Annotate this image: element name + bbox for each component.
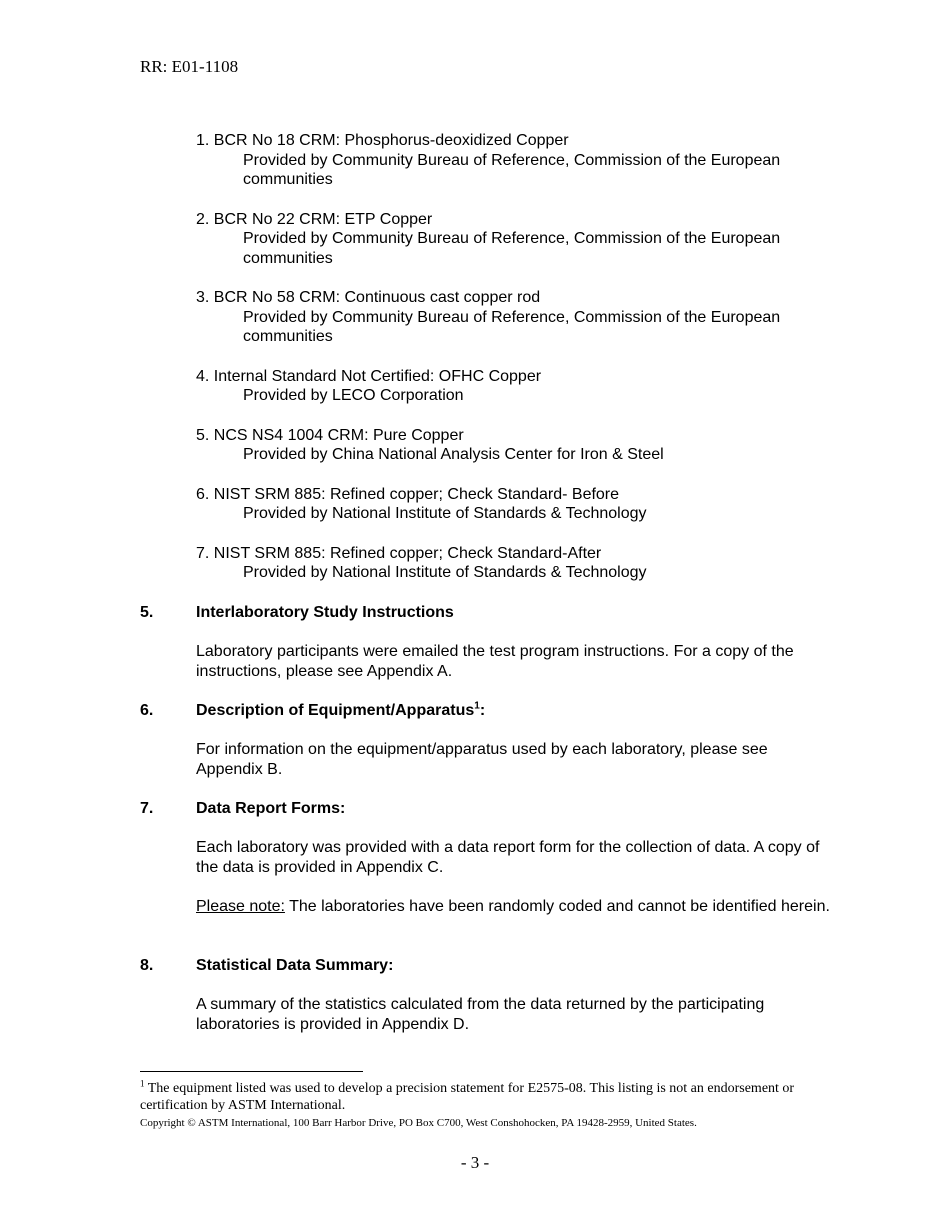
material-provider: Provided by China National Analysis Center for Iron & Steel	[243, 446, 664, 464]
section-title: Statistical Data Summary:	[196, 957, 394, 974]
list-item	[196, 288, 836, 347]
paragraph: For information on the equipment/apparatus used by each laboratory, please see Appendix B.	[196, 741, 768, 778]
section-title: Data Report Forms:	[196, 800, 346, 817]
section-number: 7.	[140, 800, 154, 817]
list-item	[196, 367, 836, 406]
section-heading	[140, 799, 830, 819]
section-title: Description of Equipment/Apparatus	[196, 702, 475, 719]
material-provider: Provided by National Institute of Standards & Technology	[243, 505, 647, 523]
footnote-marker: 1	[140, 1078, 145, 1089]
section-data-report-forms	[140, 799, 830, 936]
section-statistical-summary	[140, 956, 830, 1054]
footnote-text: The equipment listed was used to develop a precision statement for E2575-08. This listing is not an endorsement or certification by ASTM International.	[140, 1081, 795, 1113]
footnote-divider	[140, 1071, 363, 1072]
material-title: 3. BCR No 58 CRM: Continuous cast copper rod	[196, 289, 541, 307]
section-body	[196, 838, 830, 916]
section-number: 6.	[140, 702, 154, 719]
material-title: 7. NIST SRM 885: Refined copper; Check Standard-After	[196, 544, 602, 562]
section-instructions	[140, 603, 830, 701]
note-text: The laboratories have been randomly coded and cannot be identified herein.	[284, 897, 830, 915]
note-label: Please note:	[196, 897, 285, 915]
paragraph: Each laboratory was provided with a data report form for the collection of data. A copy of the data is provided in Appendix C.	[196, 839, 820, 876]
section-heading	[140, 701, 830, 721]
material-title: 5. NCS NS4 1004 CRM: Pure Copper	[196, 426, 464, 444]
note-paragraph	[196, 897, 830, 917]
section-title: Interlaboratory Study Instructions	[196, 604, 454, 621]
copyright-notice: Copyright © ASTM International, 100 Barr Harbor Drive, PO Box C700, West Conshohocken, PA 19428-2959, United States.	[140, 1117, 697, 1129]
list-item	[196, 426, 836, 465]
material-provider: Provided by Community Bureau of Reference, Commission of the European communities	[243, 308, 781, 346]
footnote-ref: 1	[474, 700, 480, 712]
material-provider: Provided by LECO Corporation	[243, 387, 464, 405]
list-item	[196, 210, 836, 269]
paragraph: A summary of the statistics calculated from the data returned by the participating laboratories is provided in Appendix D.	[196, 996, 765, 1033]
materials-list	[196, 131, 836, 603]
section-body	[196, 642, 830, 681]
section-body	[196, 995, 830, 1034]
section-equipment	[140, 701, 830, 799]
material-provider: Provided by Community Bureau of Reference, Commission of the European communities	[243, 151, 781, 189]
paragraph: Laboratory participants were emailed the test program instructions. For a copy of the instructions, please see Appendix A.	[196, 643, 794, 680]
material-title: 1. BCR No 18 CRM: Phosphorus-deoxidized Copper	[196, 132, 569, 149]
list-item	[196, 485, 836, 524]
section-title-wrap	[196, 701, 485, 721]
page-number: - 3 -	[460, 1153, 490, 1172]
section-heading	[140, 603, 830, 623]
material-provider: Provided by National Institute of Standards & Technology	[243, 564, 647, 582]
section-number: 8.	[140, 957, 154, 974]
material-title: 6. NIST SRM 885: Refined copper; Check Standard- Before	[196, 485, 620, 503]
section-heading	[140, 956, 830, 976]
section-body	[196, 740, 830, 779]
heading-suffix: :	[479, 702, 486, 719]
material-title: 2. BCR No 22 CRM: ETP Copper	[196, 210, 433, 228]
material-provider: Provided by Community Bureau of Reference, Commission of the European communities	[243, 230, 781, 267]
list-item	[196, 131, 836, 190]
section-number: 5.	[140, 604, 154, 621]
footnote	[140, 1080, 820, 1114]
list-item	[196, 544, 836, 583]
document-id: RR: E01-1108	[140, 57, 239, 76]
material-title: 4. Internal Standard Not Certified: OFHC Copper	[196, 367, 542, 385]
